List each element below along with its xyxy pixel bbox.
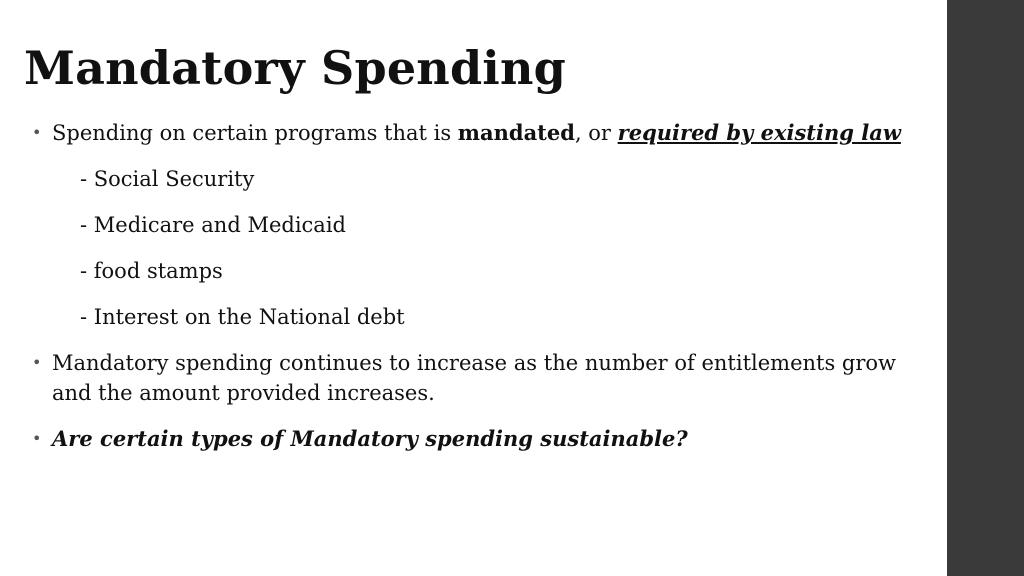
bullet-dot-icon: •: [32, 353, 42, 372]
side-accent-bar: [947, 0, 1024, 576]
bullet-text-pre: Spending on certain programs that is: [52, 121, 458, 145]
bullet-text-mid: , or: [574, 121, 618, 145]
sub-item-food-stamps: - food stamps: [80, 259, 223, 283]
bullet-text-question: Are certain types of Mandatory spending sustainable?: [52, 426, 688, 451]
slide-body: [30, 118, 940, 470]
sub-item-interest-national-debt: - Interest on the National debt: [80, 305, 405, 329]
bullet-sustainability-question: [30, 424, 940, 454]
bullet-text-required-by-law: required by existing law: [617, 120, 901, 145]
bullet-text-increase: Mandatory spending continues to increase as the number of entitlements grow and the amount provided increases.: [52, 351, 897, 405]
bullet-mandated-definition: [30, 118, 940, 148]
sub-item-medicare-medicaid: - Medicare and Medicaid: [80, 213, 346, 237]
bullet-dot-icon: •: [32, 429, 42, 448]
bullet-text-mandated: mandated: [457, 120, 575, 145]
sub-item-social-security: - Social Security: [80, 167, 255, 191]
slide-title: Mandatory Spending: [24, 41, 566, 95]
bullet-dot-icon: •: [32, 123, 42, 142]
bullet-spending-increase: [30, 348, 940, 408]
